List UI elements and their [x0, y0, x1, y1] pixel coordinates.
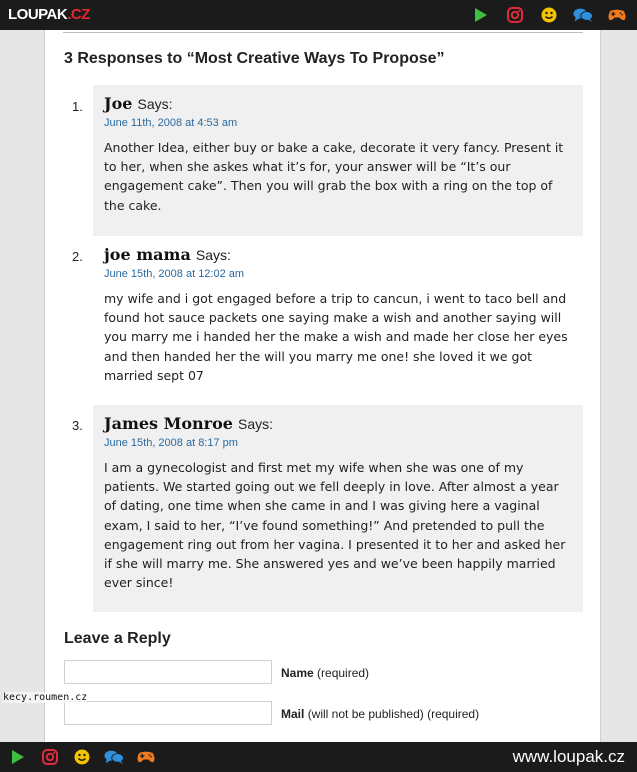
reply-heading: Leave a Reply — [64, 630, 171, 647]
comment-number: 3. — [72, 418, 83, 433]
comment-author: joe mama — [104, 245, 191, 264]
instagram-icon[interactable] — [505, 5, 525, 25]
comment-author: Joe — [104, 94, 133, 113]
logo-main: LOUPAK — [8, 6, 68, 23]
divider — [63, 32, 583, 33]
instagram-icon[interactable] — [40, 747, 60, 767]
gamepad-icon[interactable] — [136, 747, 156, 767]
comment-says: Says: — [195, 247, 231, 263]
top-icon-row — [471, 5, 627, 25]
comment-text: I am a gynecologist and first met my wife when she was one of my patients. We started going out we fell deeply in love. After almost a year of dating, one time when she came in and I was giving here a vaginal exam, I said to her, “I’ve found something!” And pretended to pull the engagement ring out from her vagina. I presented it to her and asked her if she will marry me. She answered yes and we’ve been happily married ever since! — [104, 460, 566, 591]
comment-date-link[interactable]: June 11th, 2008 at 4:53 am — [104, 117, 238, 129]
comment-says: Says: — [137, 96, 173, 112]
name-label-note: (required) — [317, 666, 370, 680]
mail-label — [281, 707, 479, 721]
name-label-text: Name — [281, 666, 314, 680]
comment-says: Says: — [238, 416, 274, 432]
logo-tld: .CZ — [67, 6, 90, 23]
chat-icon[interactable] — [104, 747, 124, 767]
top-bar — [0, 0, 637, 30]
comments-heading: 3 Responses to “Most Creative Ways To Propose” — [64, 50, 445, 67]
smiley-icon[interactable] — [539, 5, 559, 25]
name-label — [281, 666, 369, 680]
mail-label-text: Mail — [281, 707, 305, 721]
comment-text: my wife and i got engaged before a trip to cancun, i went to taco bell and found hot sauce packets one saying make a wish and another saying will you marry me i handed her the make a wish and made her close her eyes and then handed her the will you marry me one! she loved it we got married sept 07 — [104, 291, 568, 383]
comment-date-link[interactable]: June 15th, 2008 at 8:17 pm — [104, 437, 238, 449]
play-icon[interactable] — [471, 5, 491, 25]
comment-number: 1. — [72, 99, 83, 114]
comment-author: James Monroe — [104, 414, 233, 433]
site-url[interactable]: www.loupak.cz — [512, 747, 625, 766]
mail-label-note: (will not be published) (required) — [307, 707, 480, 721]
comment-item — [93, 405, 583, 612]
comment-text: Another Idea, either buy or bake a cake, decorate it very fancy. Present it to her, when she askes what it’s for, your answer will be “It’s our engagement cake”. Then you will grab the box with a ring on the top of the cake. — [104, 140, 564, 213]
play-icon[interactable] — [8, 747, 28, 767]
gamepad-icon[interactable] — [607, 5, 627, 25]
comment-item — [93, 236, 583, 386]
mail-field[interactable] — [64, 701, 272, 725]
bottom-icon-row — [8, 747, 156, 767]
page-content — [44, 30, 601, 742]
comment-number: 2. — [72, 249, 83, 264]
bottom-bar — [0, 742, 637, 772]
name-field[interactable] — [64, 660, 272, 684]
smiley-icon[interactable] — [72, 747, 92, 767]
comment-item — [93, 85, 583, 236]
comment-date-link[interactable]: June 15th, 2008 at 12:02 am — [104, 268, 245, 280]
chat-icon[interactable] — [573, 5, 593, 25]
loupak-logo[interactable] — [8, 6, 90, 23]
watermark-text: kecy.roumen.cz — [3, 692, 88, 703]
